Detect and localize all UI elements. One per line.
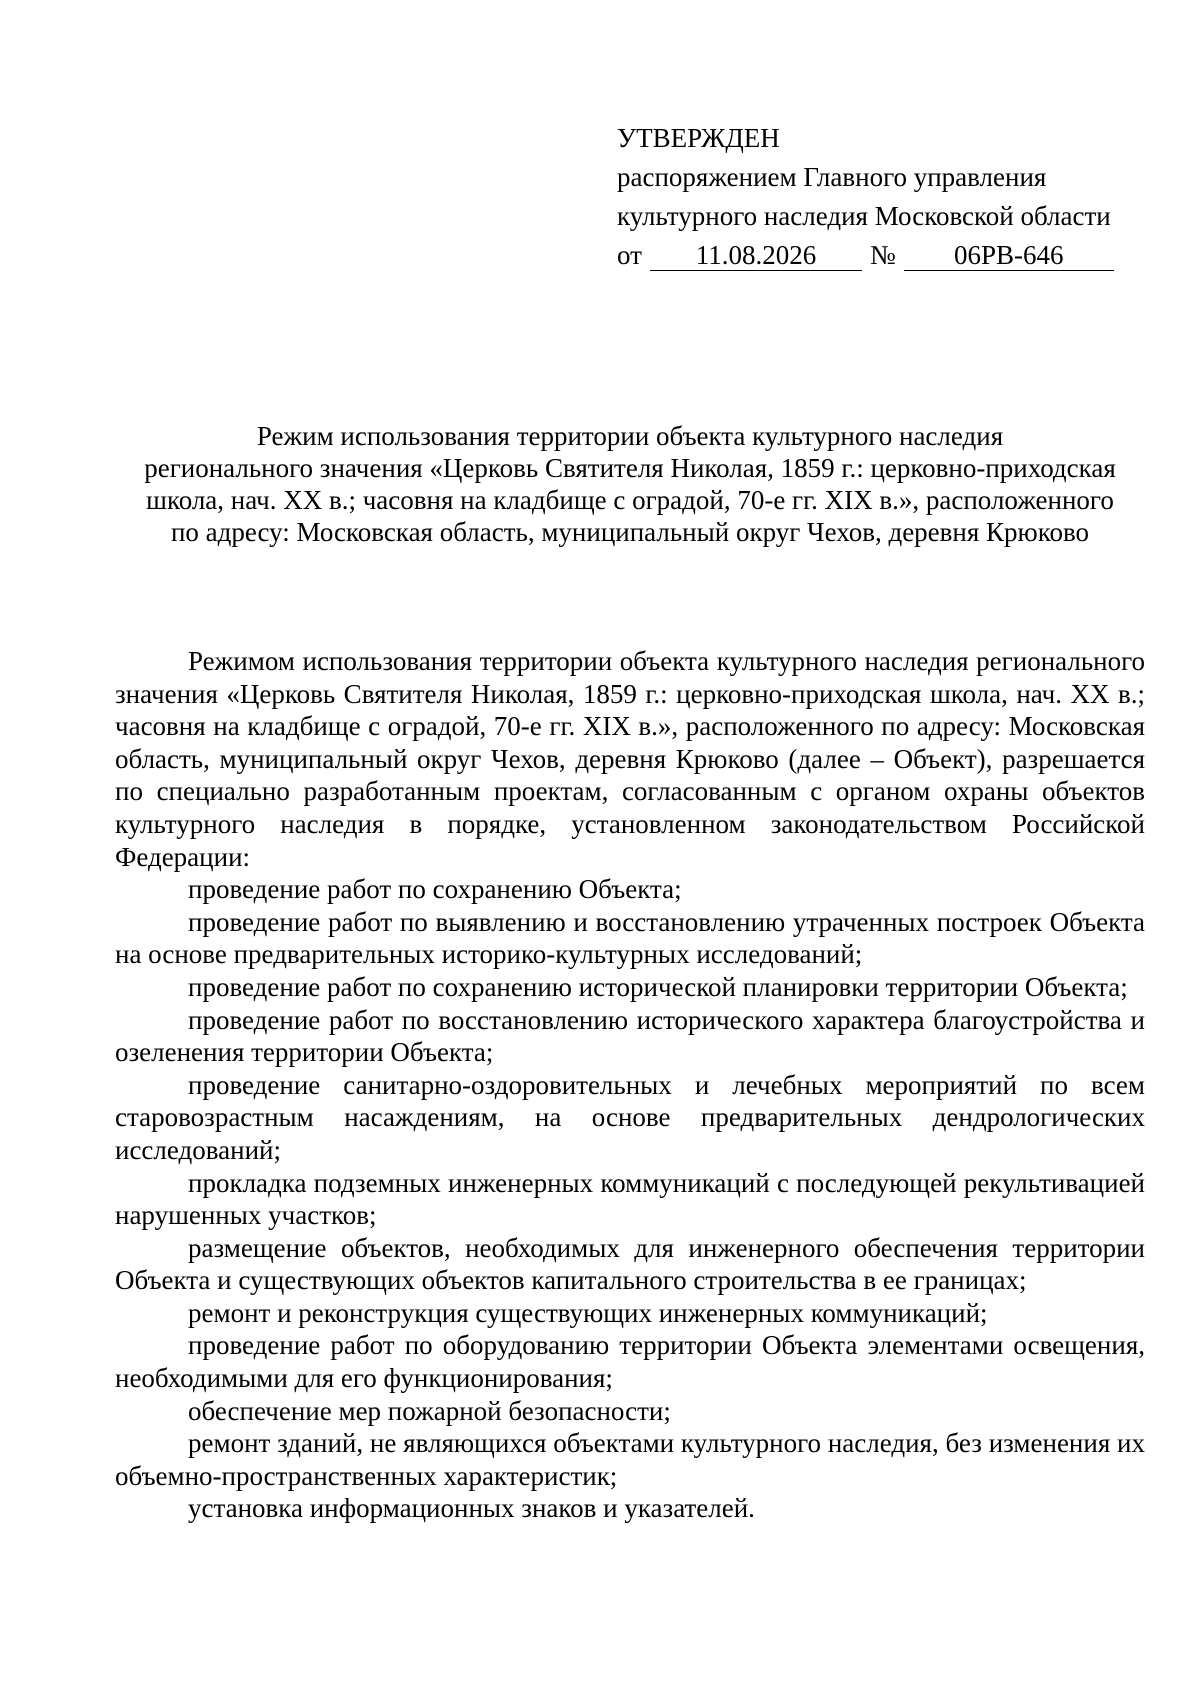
approval-date: 11.08.2026 [650,240,862,271]
title-line-1: Режим использования территории объекта культурного наследия [256,421,1004,451]
list-item: проведение работ по сохранению исторической планировки территории Объекта; [188,971,1128,1002]
title-line-4: по адресу: Московская область, муниципальный округ Чехов, деревня Крюково [170,517,1090,547]
title-line-2: регионального значения «Церковь Святителя Николая, 1859 г.: церковно-приходская [144,453,1116,483]
list-item: проведение санитарно-оздоровительных и лечебных мероприятий по всем старовозрастным насаждениям, на основе предварительных дендрологических исследований; [115,1069,1145,1165]
list-item: размещение объектов, необходимых для инженерного обеспечения территории Объекта и существующих объектов капитального строительства в ее границах; [115,1232,1145,1296]
number-label: № [869,240,896,270]
title-line-3: школа, нач. XX в.; часовня на кладбище с оградой, 70-е гг. XIX в.», расположенного [146,485,1114,515]
from-label: от [617,240,642,270]
approval-heading: УТВЕРЖДЕН [617,123,780,153]
list-item: установка информационных знаков и указателей. [188,1493,755,1524]
intro-paragraph: Режимом использования территории объекта культурного наследия регионального значения «Церковь Святителя Николая, 1859 г.: церковно-приходская школа, нач. XX в.; часовня на кладбище с оградой, 70-е гг. XIX в.», расположенного по адресу: Московская область, муниципальный округ Чехов, деревня Крюково (далее – Объект), разрешается по специально разработанным проектам, согласованным с органом охраны объектов культурного наследия в порядке, установленном законодательством Российской Федерации: [115,646,1145,872]
list-item: проведение работ по оборудованию территории Объекта элементами освещения, необходимыми для его функционирования; [115,1330,1145,1394]
approval-line-1: распоряжением Главного управления [617,162,1047,192]
document-body [115,645,1145,1525]
approval-number: 06РВ-646 [904,240,1114,271]
document-title [110,420,1150,548]
list-item: проведение работ по восстановлению исторического характера благоустройства и озеленения территории Объекта; [115,1004,1145,1068]
list-item: ремонт и реконструкция существующих инженерных коммуникаций; [188,1297,988,1328]
approval-date-line [617,236,1137,275]
list-item: прокладка подземных инженерных коммуникаций с последующей рекультивацией нарушенных участков; [115,1167,1145,1231]
list-item: обеспечение мер пожарной безопасности; [188,1395,671,1426]
list-item: проведение работ по сохранению Объекта; [188,874,682,905]
list-item: проведение работ по выявлению и восстановлению утраченных построек Объекта на основе предварительных историко-культурных исследований; [115,906,1145,970]
approval-block [617,119,1137,275]
approval-line-2: культурного наследия Московской области [617,201,1111,231]
list-item: ремонт зданий, не являющихся объектами культурного наследия, без изменения их объемно-пространственных характеристик; [115,1428,1145,1491]
